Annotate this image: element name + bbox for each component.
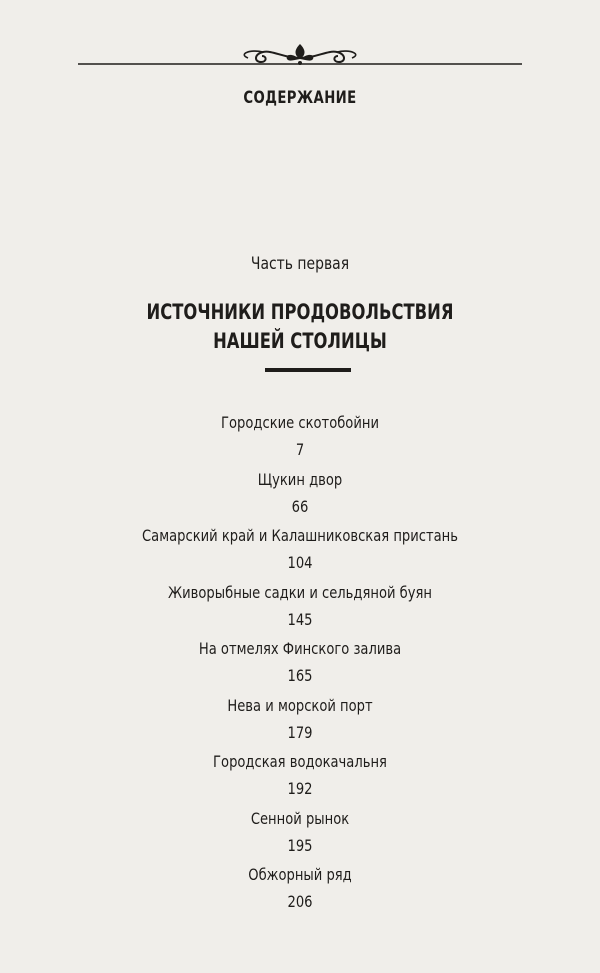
part-title-line-2: НАШЕЙ СТОЛИЦЫ <box>213 329 387 353</box>
part-label: Часть первая <box>250 254 350 274</box>
toc-entry-title: Самарский край и Калашниковская пристань <box>142 526 458 545</box>
toc-entry[interactable] <box>0 635 600 692</box>
toc-entry-page: 104 <box>287 553 313 572</box>
toc-entry-page: 195 <box>287 835 313 855</box>
toc-entry-title: Городская водокачальня <box>213 752 387 771</box>
toc-entry-title: Живорыбные садки и сельдяной буян <box>167 582 433 602</box>
toc-entry-page: 7 <box>295 440 305 459</box>
section-rule <box>265 368 351 372</box>
toc-entry-title: Нева и морской порт <box>227 695 373 715</box>
toc-entry[interactable] <box>0 579 600 636</box>
part-title <box>66 298 534 356</box>
toc-entry-page: 179 <box>287 722 313 742</box>
toc-entry-title: Городские скотобойни <box>221 413 379 432</box>
toc-entry[interactable] <box>0 805 600 862</box>
toc-entry-title: Сенной рынок <box>250 808 350 828</box>
toc-entry[interactable] <box>0 861 600 918</box>
contents-heading: СОДЕРЖАНИЕ <box>243 88 357 108</box>
toc-entry-page: 165 <box>287 666 313 685</box>
toc-entry-title: Щукин двор <box>257 469 343 489</box>
toc-entry-page: 145 <box>287 609 313 629</box>
toc-entry[interactable] <box>0 409 600 466</box>
toc-entry-title: Обжорный ряд <box>248 865 352 884</box>
toc-entry[interactable] <box>0 748 600 805</box>
toc-entry-page: 206 <box>287 892 313 911</box>
toc-entry-page: 66 <box>291 496 309 516</box>
fleuron-divider-icon <box>78 40 522 76</box>
toc-entry-title: На отмелях Финского залива <box>198 639 402 658</box>
toc-entry[interactable] <box>0 692 600 749</box>
part-title-line-1: ИСТОЧНИКИ ПРОДОВОЛЬСТВИЯ <box>146 300 454 324</box>
toc-entry-page: 192 <box>287 779 313 798</box>
toc-entry[interactable] <box>0 466 600 523</box>
toc-entry[interactable] <box>0 522 600 579</box>
table-of-contents <box>0 409 600 918</box>
